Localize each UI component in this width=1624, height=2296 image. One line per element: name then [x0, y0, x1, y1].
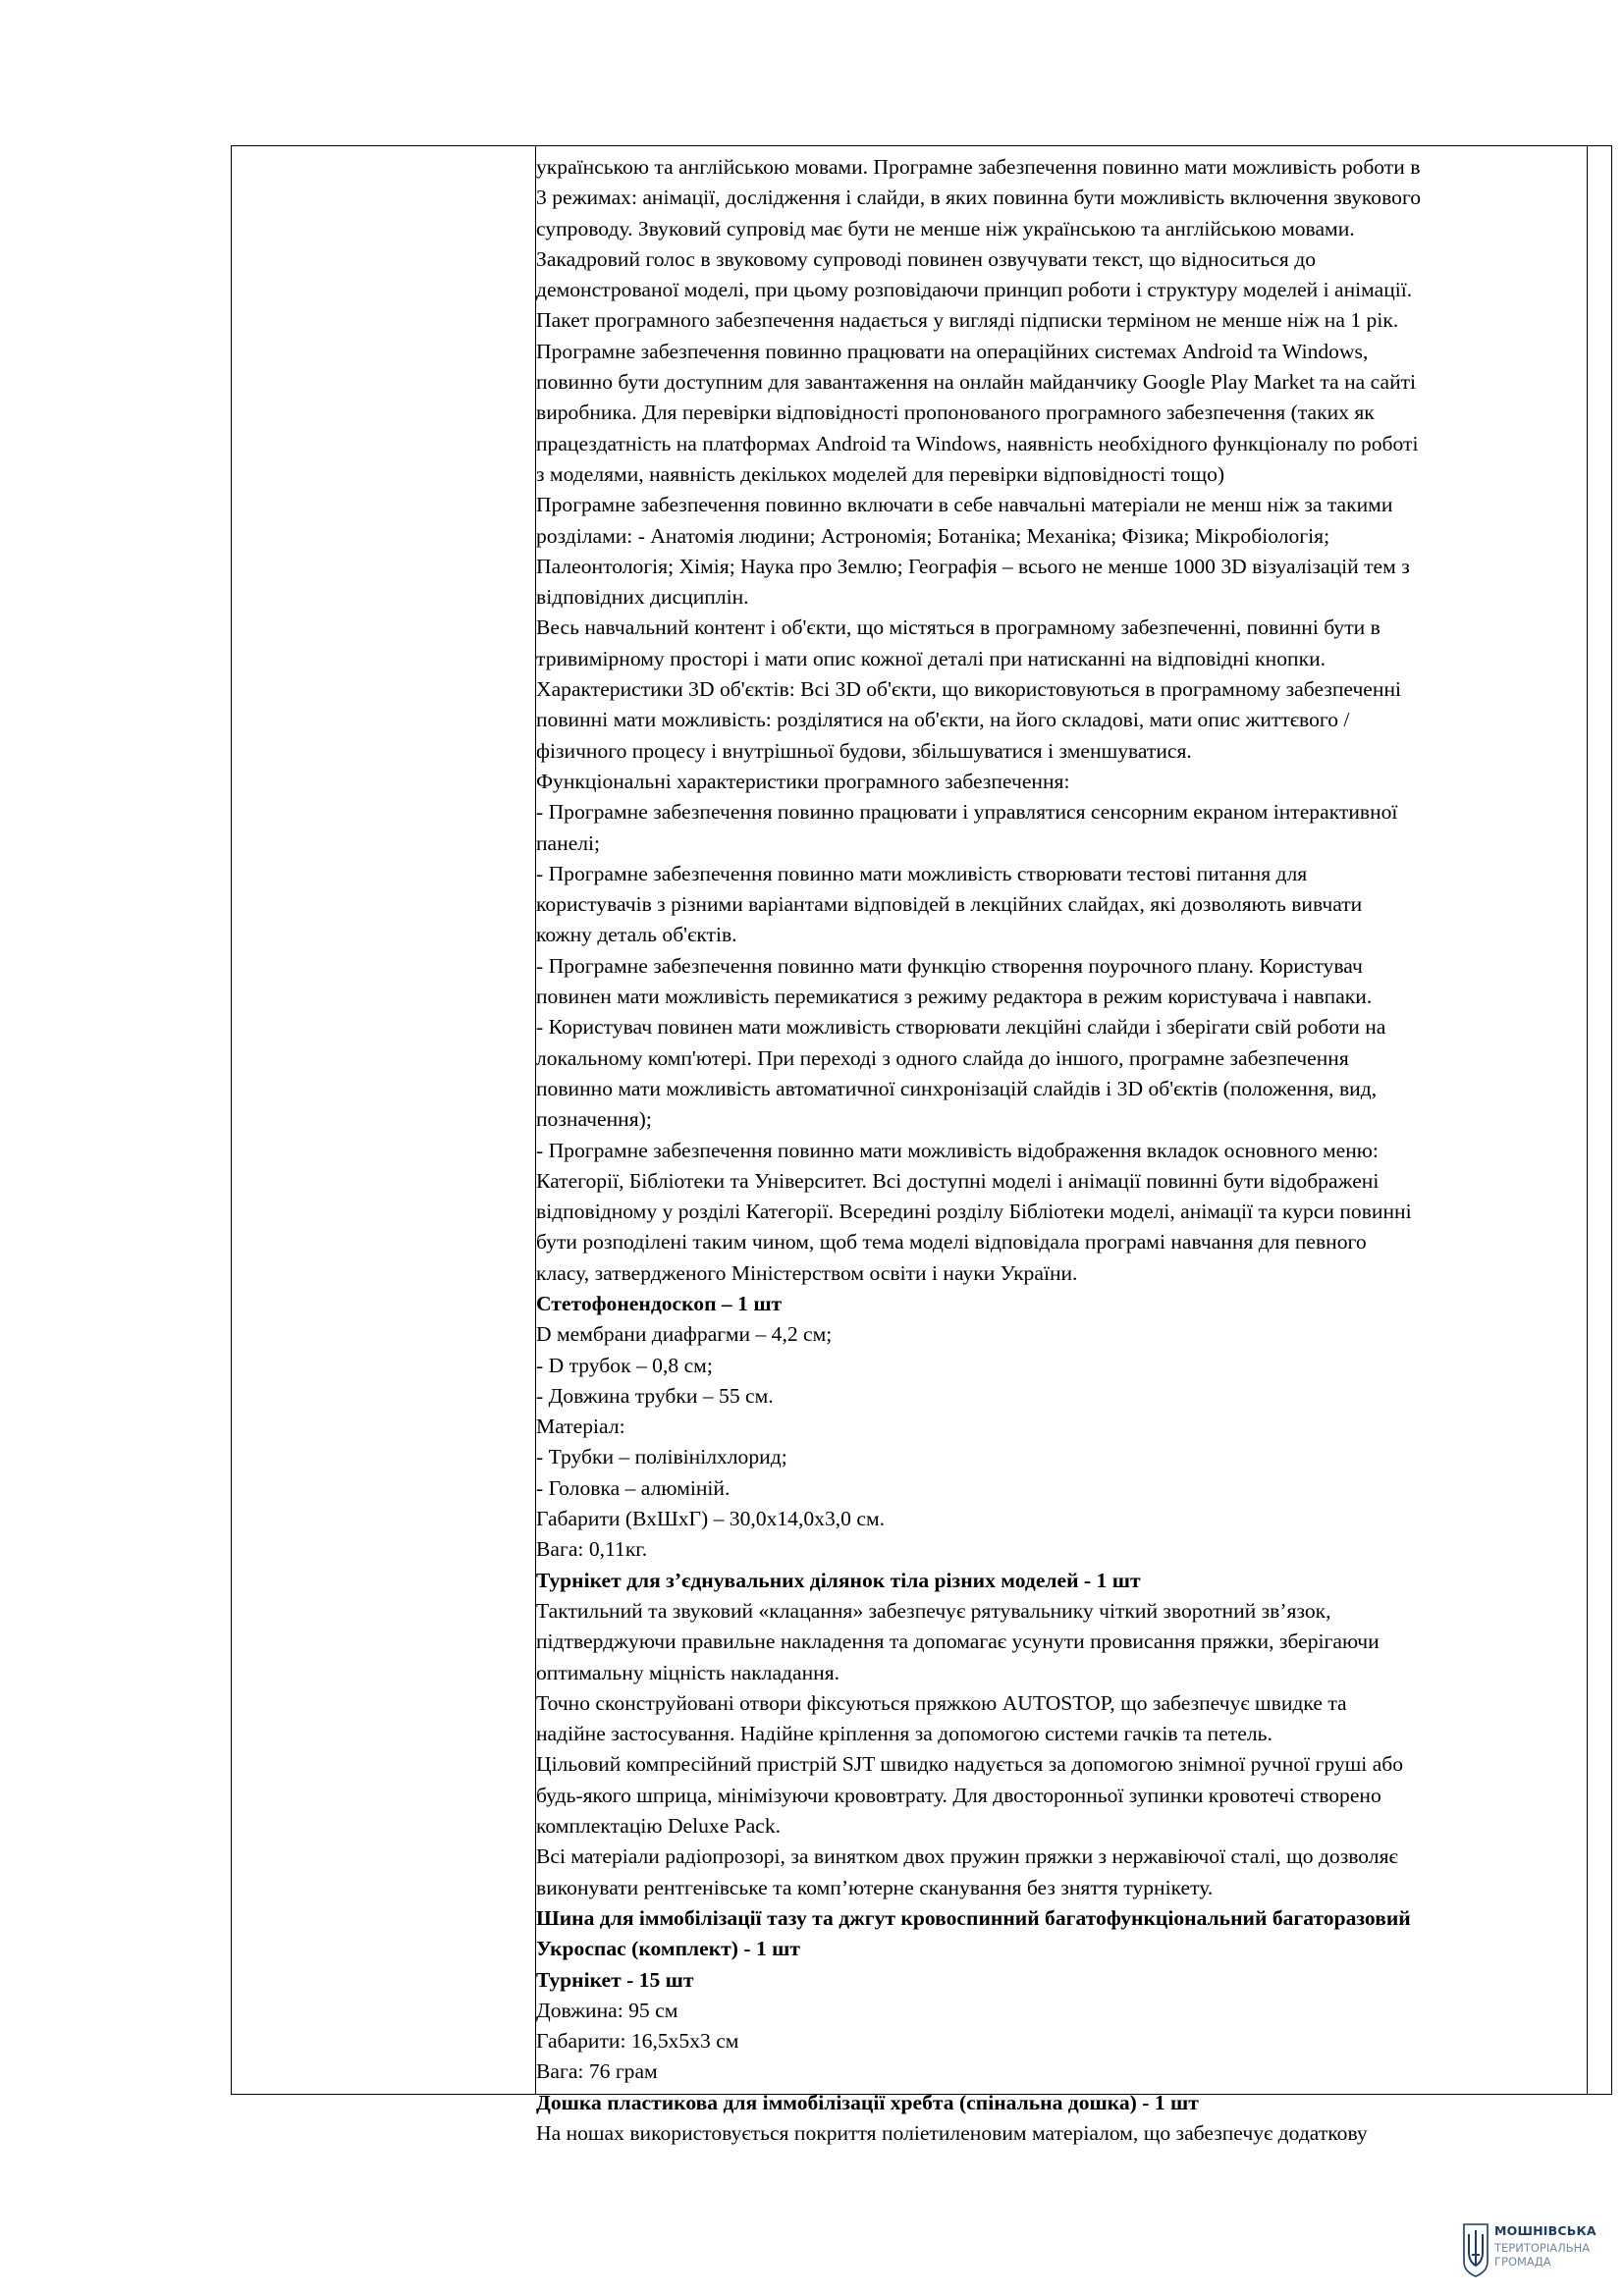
section-heading-line: Турнікет для з’єднувальних ділянок тіла різних моделей - 1 шт [536, 1568, 1141, 1592]
text-line: підтверджуючи правильне накладення та допомагає усунути провисання пряжки, зберігаючи [536, 1629, 1380, 1654]
section-heading-line: Укроспас (комплект) - 1 шт [536, 1937, 800, 1961]
text-line: - Довжина трубки – 55 см. [536, 1383, 774, 1408]
logo-subtitle-2: ГРОМАДА [1494, 2255, 1551, 2269]
community-logo [1463, 2222, 1600, 2279]
logo-name: МОШНІВСЬКА [1494, 2223, 1597, 2238]
text-line: - Трубки – полівінілхлорид; [536, 1445, 787, 1469]
text-line: фізичного процесу і внутрішньої будови, збільшуватися і зменшуватися. [536, 738, 1192, 763]
logo-subtitle-1: ТЕРИТОРІАЛЬНА [1494, 2241, 1591, 2255]
text-line: На ношах використовується покриття поліетиленовим матеріалом, що забезпечує додаткову [536, 2121, 1368, 2145]
text-line: Точно сконструйовані отвори фіксуються пряжкою AUTOSTOP, що забезпечує швидке та [536, 1690, 1347, 1715]
text-line: 3 режимах: анімації, дослідження і слайди, в яких повинна бути можливість включення звукового [536, 186, 1422, 210]
text-line: позначення); [536, 1107, 652, 1132]
text-line: розділами: - Анатомія людини; Астрономія; Ботаніка; Механіка; Фізика; Мікробіологія; [536, 523, 1330, 548]
text-line: - Програмне забезпечення повинно мати можливість відображення вкладок основного меню: [536, 1138, 1379, 1162]
text-line: Тактильний та звуковий «клацання» забезпечує рятувальнику чіткий зворотний зв’язок, [536, 1598, 1331, 1623]
text-line: будь-якого шприца, мінімізуючи крововтрату. Для двосторонньої зупинки кровотечі створено [536, 1783, 1381, 1807]
section-heading-line: Стетофонендоскоп – 1 шт [536, 1291, 783, 1315]
text-line: Габарити (ВхШхГ) – 30,0х14,0х3,0 см. [536, 1507, 886, 1531]
text-line: оптимальну міцність накладання. [536, 1660, 840, 1684]
text-line: - D трубок – 0,8 см; [536, 1353, 713, 1377]
section-heading-line: Дошка пластикова для іммобілізації хребта (спінальна дошка) - 1 шт [536, 2090, 1199, 2114]
text-line: користувачів з різними варіантами відповідей в лекційних слайдах, які дозволяють вивчати [536, 892, 1363, 917]
text-line: Матеріал: [536, 1415, 625, 1439]
text-line: повинно мати можливість автоматичної синхронізацій слайдів і 3D об'єктів (положення, вид, [536, 1076, 1378, 1100]
text-line: супроводу. Звуковий супровід має бути не менше ніж українською та англійською мовами. [536, 216, 1355, 240]
text-line: Пакет програмного забезпечення надається у вигляді підписки терміном не менше ніж на 1 рік. [536, 308, 1399, 333]
table-border-top [231, 145, 1612, 146]
text-line: Габарити: 16,5х5х3 см [536, 2029, 739, 2054]
text-line: демонстрованої моделі, при цьому розповідаючи принцип роботи і структуру моделей і анімації. [536, 278, 1413, 302]
text-line: відповідних дисциплін. [536, 585, 749, 610]
text-line: повинен мати можливість перемикатися з режиму редактора в режим користувача і навпаки. [536, 985, 1373, 1009]
text-line: - Програмне забезпечення повинно мати функцію створення поурочного плану. Користувач [536, 953, 1363, 978]
text-line: - Програмне забезпечення повинно працювати і управлятися сенсорним екраном інтерактивної [536, 800, 1398, 825]
text-line: українською та англійською мовами. Програмне забезпечення повинно мати можливість роботи в [536, 155, 1421, 179]
text-line: Категорії, Бібліотеки та Університет. Всі доступні моделі і анімації повинні бути відображені [536, 1168, 1380, 1193]
text-line: Всі матеріали радіопрозорі, за винятком двох пружин пряжки з нержавіючої сталі, що дозволяє [536, 1844, 1398, 1869]
table-border-left [231, 145, 232, 2095]
text-line: - Головка – алюміній. [536, 1475, 731, 1500]
text-line: локальному комп'ютері. При переході з одного слайда до іншого, програмне забезпечення [536, 1045, 1349, 1070]
table-column-divider-right [1587, 145, 1588, 2095]
text-line: Функціональні характеристики програмного забезпечення: [536, 769, 1070, 793]
text-line: повинно бути доступним для завантаження на онлайн майданчику Google Play Market та на сайті [536, 370, 1417, 395]
section-heading-line: Турнікет - 15 шт [536, 1967, 694, 1992]
text-line: - Програмне забезпечення повинно мати можливість створювати тестові питання для [536, 861, 1308, 885]
text-line: виконувати рентгенівське та комп’ютерне сканування без зняття турнікету. [536, 1875, 1214, 1899]
section-heading-line: Шина для іммобілізації тазу та джгут кровоспинний багатофункціональний багаторазовий [536, 1905, 1411, 1930]
text-line: Вага: 0,11кг. [536, 1537, 648, 1562]
text-line: Палеонтологія; Хімія; Наука про Землю; Географія – всього не менше 1000 3D візуалізацій тем з [536, 554, 1410, 578]
text-line: панелі; [536, 830, 601, 855]
text-line: Довжина: 95 см [536, 1998, 678, 2022]
text-line: D мембрани диафрагми – 4,2 см; [536, 1322, 833, 1347]
text-line: - Користувач повинен мати можливість створювати лекційні слайди і зберігати свій роботи на [536, 1015, 1386, 1040]
text-line: класу, затвердженого Міністерством освіти і науки України. [536, 1260, 1078, 1285]
text-line: Програмне забезпечення повинно включати в себе навчальні матеріали не менш ніж за такими [536, 493, 1393, 517]
text-line: Закадровий голос в звуковому супроводі повинен озвучувати текст, що відноситься до [536, 246, 1317, 271]
text-line: бути розподілені таким чином, щоб тема моделі відповідала програмі навчання для певного [536, 1230, 1367, 1255]
text-line: Вага: 76 грам [536, 2059, 658, 2084]
text-line: Програмне забезпечення повинно працювати на операційних системах Android та Windows, [536, 339, 1369, 363]
text-line: надійне застосування. Надійне кріплення за допомогою системи гачків та петель. [536, 1722, 1272, 1746]
specification-text [536, 152, 1582, 2149]
text-line: працездатність на платформах Android та Windows, наявність необхідного функціоналу по роботі [536, 431, 1419, 455]
table-border-right [1611, 145, 1612, 2095]
text-line: Характеристики 3D об'єктів: Всі 3D об'єкти, що використовуються в програмному забезпеченні [536, 677, 1401, 702]
text-line: з моделями, наявність декількох моделей для перевірки відповідності тощо) [536, 461, 1225, 486]
text-line: Цільовий компресійний пристрій SJT швидко надується за допомогою знімної ручної груші або [536, 1752, 1404, 1777]
text-line: відповідному у розділі Категорії. Всередині розділу Бібліотеки моделі, анімації та курси повинні [536, 1200, 1412, 1224]
text-line: комплектацію Deluxe Pack. [536, 1814, 782, 1839]
text-line: Весь навчальний контент і об'єкти, що містяться в програмному забезпеченні, повинні бути в [536, 615, 1380, 640]
text-line: кожну деталь об'єктів. [536, 923, 737, 947]
text-line: виробника. Для перевірки відповідності пропонованого програмного забезпечення (таких як [536, 400, 1375, 425]
text-line: тривимірному просторі і мати опис кожної деталі при натисканні на відповідні кнопки. [536, 646, 1326, 670]
text-line: повинні мати можливість: розділятися на об'єкти, на його складові, мати опис життєвого / [536, 708, 1350, 732]
trident-emblem-icon [1463, 2222, 1489, 2277]
